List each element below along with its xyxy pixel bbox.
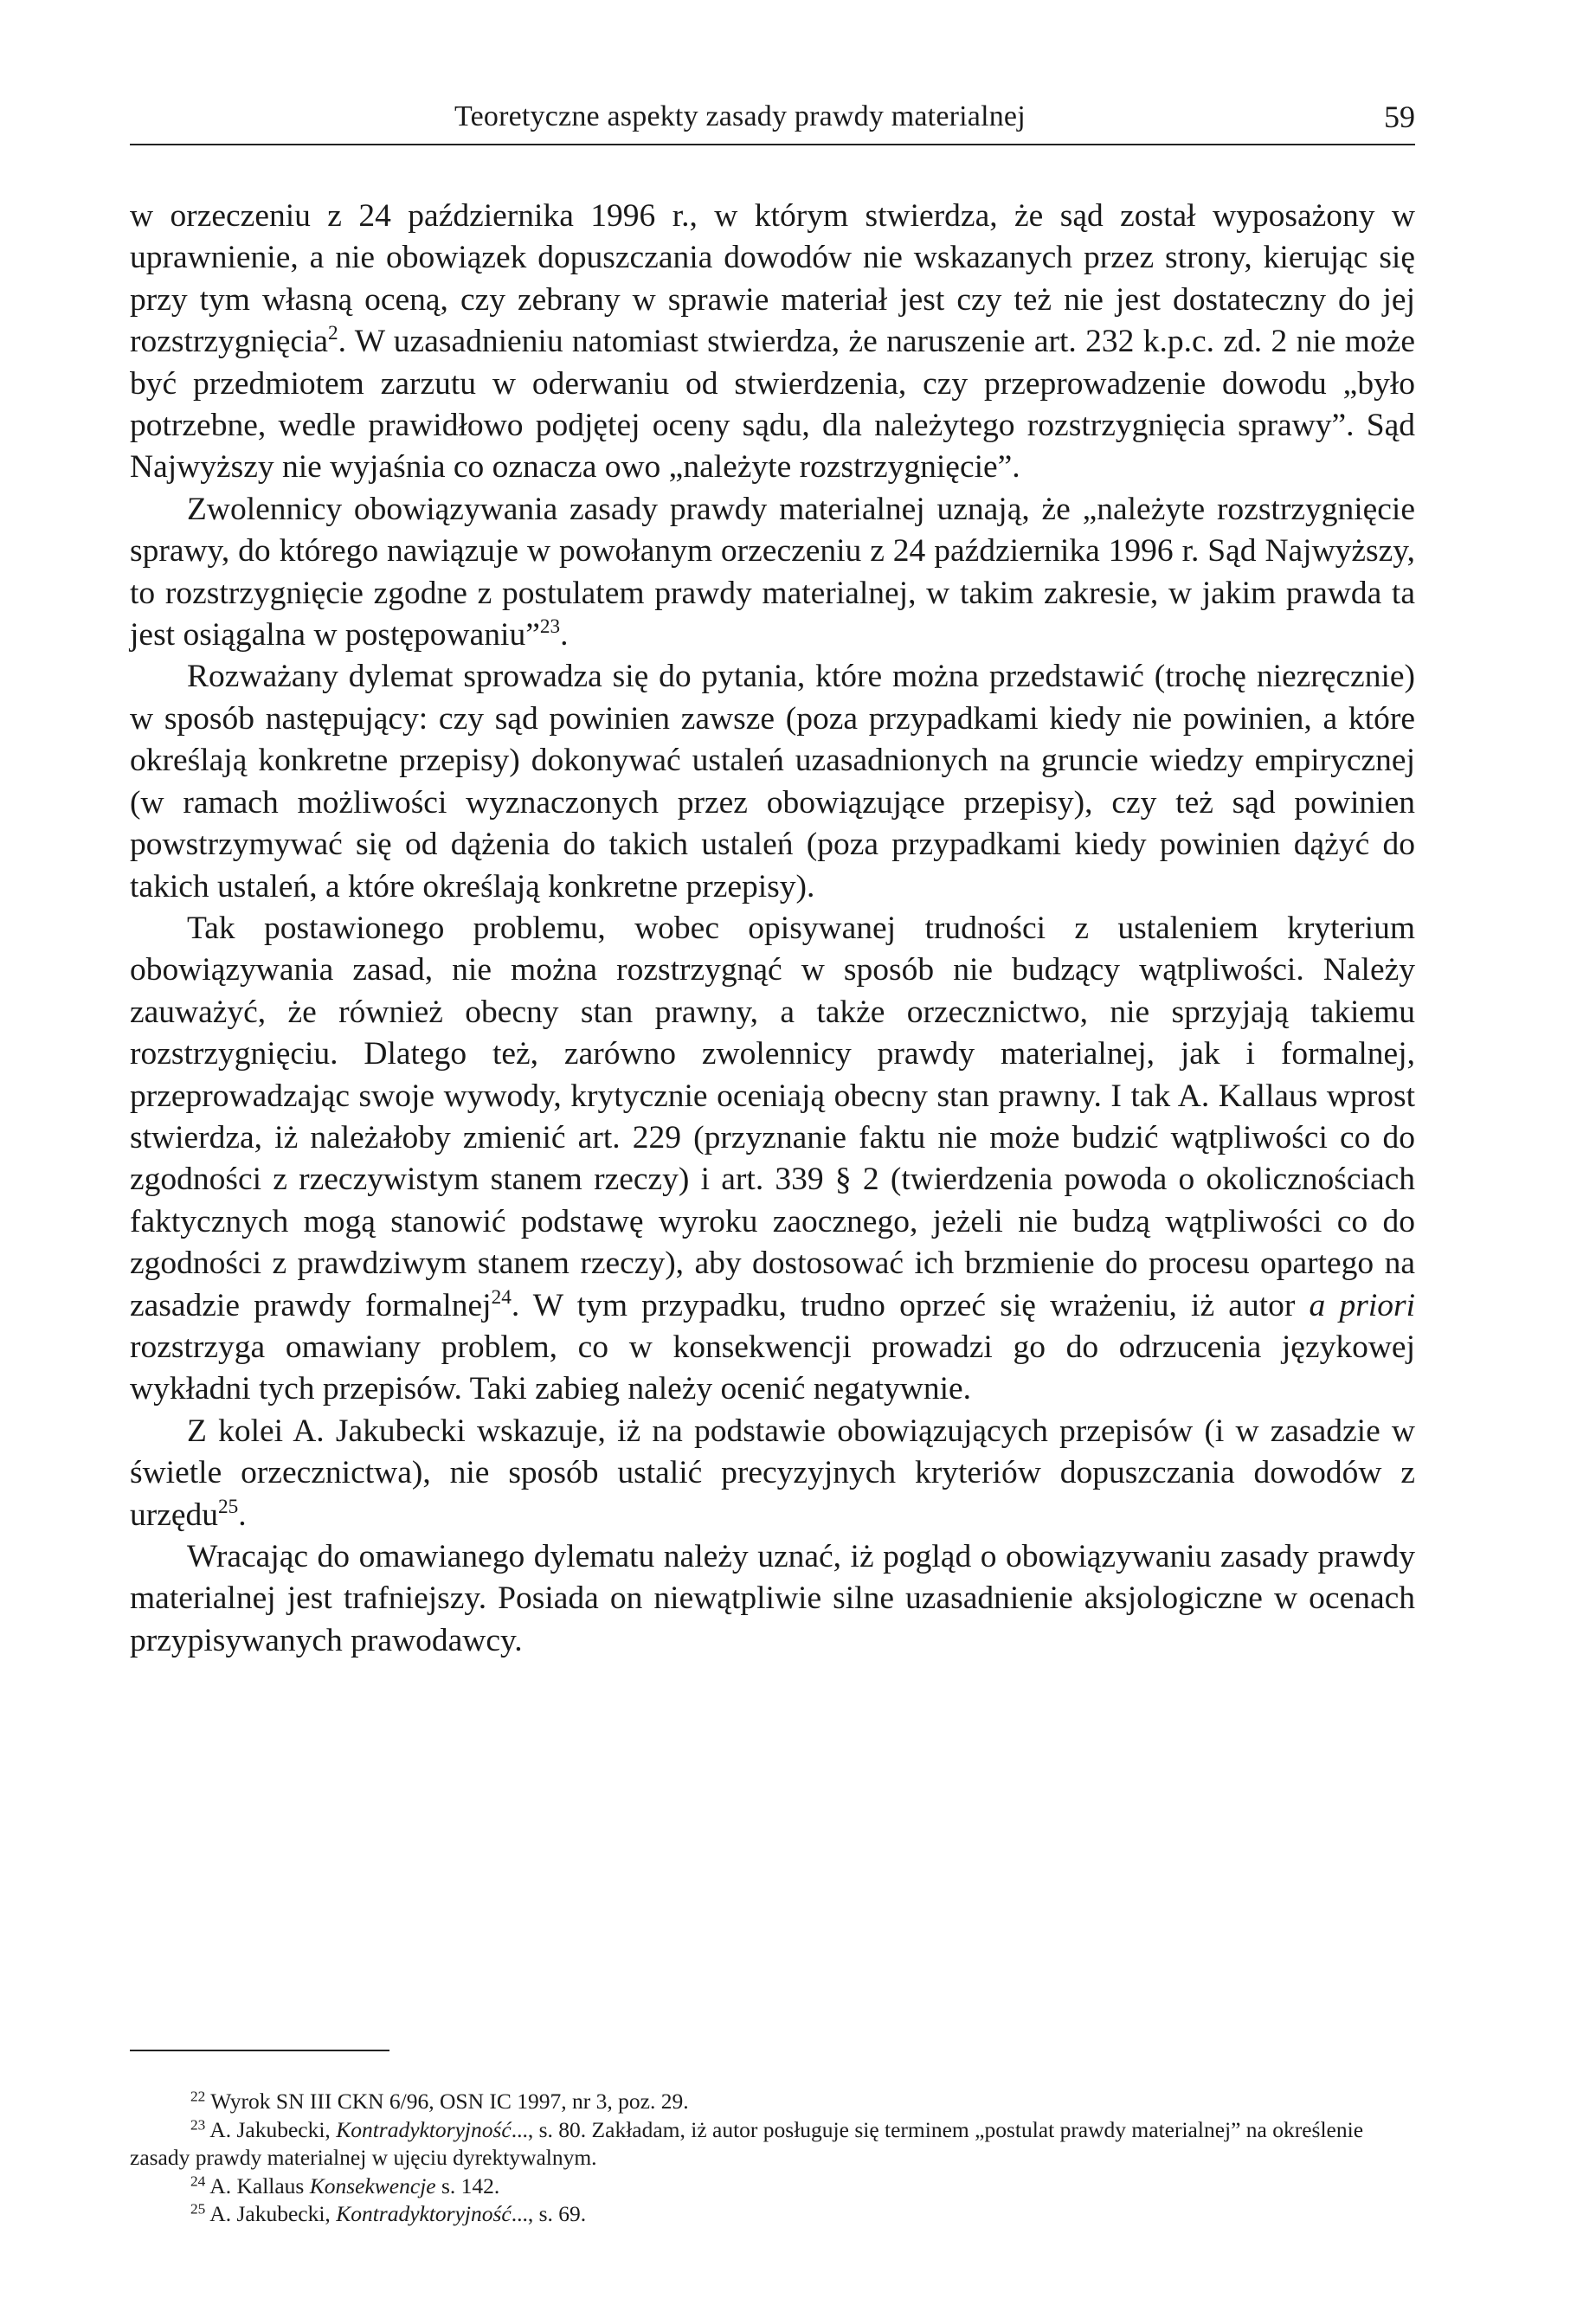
- footnote-italic: Kontradyktoryjność: [336, 2116, 512, 2142]
- footnote-24: [130, 2173, 1415, 2201]
- text-run: .: [560, 617, 569, 653]
- footnote-text: s. 142.: [435, 2173, 500, 2198]
- footnote-ref: 23: [539, 615, 561, 639]
- footnote-number: 25: [190, 2200, 206, 2218]
- footnote-text: A. Jakubecki,: [205, 2201, 337, 2227]
- text-run: w orzeczeniu z 24 października 1996 r., w którym stwierdza, że sąd został wyposażony w uprawnienie, a nie obowiązek dopuszczania dowodów nie wskazanych przez strony, kierując się przy tym własną oceną, czy zebrany w sprawie materiał jest czy też nie jest dostateczny do jej rozstrzygnięcia: [130, 198, 1415, 360]
- footnote-text: A. Kallaus: [205, 2173, 310, 2198]
- text-run: . W uzasadnieniu natomiast stwierdza, że naruszenie art. 232 k.p.c. zd. 2 nie może być przedmiotem zarzutu w oderwaniu od stwierdzenia, czy przeprowadzenie dowodu „było potrzebne, wedle prawidłowo podjętej oceny sądu, dla należytego rozstrzygnięcia sprawy”. Sąd Najwyższy nie wyjaśnia co oznacza owo „należyte rozstrzygnięcie”.: [130, 324, 1415, 486]
- text-run: . W tym przypadku, trudno oprzeć się wrażeniu, iż autor: [511, 1287, 1310, 1323]
- paragraph-1: [130, 196, 1415, 489]
- footnote-text: A. Jakubecki,: [205, 2116, 337, 2142]
- footnote-text: ..., s. 80. Zakładam, iż autor posługuje się terminem „postulat prawdy materialnej” na określenie zasady prawdy materialnej w ujęciu dyrektywalnym.: [130, 2116, 1364, 2171]
- running-title: Teoretyczne aspekty zasady prawdy materialnej: [454, 100, 1026, 132]
- footnote-25: [130, 2200, 1415, 2229]
- footnote-ref: 24: [491, 1285, 512, 1309]
- text-run: Zwolennicy obowiązywania zasady prawdy materialnej uznają, że „należyte rozstrzygnięcie sprawy, do którego nawiązuje w powołanym orzeczeniu z 24 października 1996 r. Sąd Najwyższy, to rozstrzygnięcie zgodne z postulatem prawdy materialnej, w takim zakresie, w jakim prawda ta jest osiągalna w postępowaniu”: [130, 491, 1415, 653]
- paragraph-3: Rozważany dylemat sprowadza się do pytania, które można przedstawić (trochę niezręcznie) w sposób następujący: czy sąd powinien zawsze (poza przypadkami kiedy nie powinien, a które określają konkretne przepisy) dokonywać ustaleń uzasadnionych na gruncie wiedzy empirycznej (w ramach możliwości wyznaczonych przez obowiązujące przepisy), czy też sąd powinien powstrzymywać się od dążenia do takich ustaleń (poza przypadkami kiedy powinien dążyć do takich ustaleń, a które określają konkretne przepisy).: [130, 659, 1415, 904]
- footnote-ref: 2: [328, 322, 338, 345]
- paragraph-5: [130, 1411, 1415, 1536]
- footnote-italic: Konsekwencje: [309, 2173, 436, 2198]
- footnote-number: 24: [190, 2173, 206, 2190]
- footnote-23: [130, 2116, 1415, 2173]
- footnote-text: Wyrok SN III CKN 6/96, OSN IC 1997, nr 3, poz. 29.: [205, 2089, 689, 2114]
- footnote-number: 23: [190, 2115, 206, 2133]
- footnote-text: ..., s. 69.: [511, 2201, 587, 2227]
- body-text: [130, 196, 1415, 1662]
- page-header: [130, 95, 1415, 145]
- paragraph-4: [130, 908, 1415, 1411]
- footnotes: [130, 2088, 1415, 2229]
- footnote-ref: 25: [218, 1495, 239, 1518]
- page-number: 59: [1384, 100, 1415, 134]
- text-run: Tak postawionego problemu, wobec opisywanej trudności z ustaleniem kryterium obowiązywania zasad, nie można rozstrzygnąć w sposób nie budzący wątpliwości. Należy zauważyć, że również obecny stan prawny, a także orzecznictwo, nie sprzyjają takiemu rozstrzygnięciu. Dlatego też, zarówno zwolennicy prawdy materialnej, jak i formalnej, przeprowadzając swoje wywody, krytycznie oceniają obecny stan prawny. I tak A. Kallaus wprost stwierdza, iż należałoby zmienić art. 229 (przyznanie faktu nie może budzić wątpliwości co do zgodności z rzeczywistym stanem rzeczy) i art. 339 § 2 (twierdzenia powoda o okolicznościach faktycznych mogą stanowić podstawę wyroku zaocznego, jeżeli nie budzą wątpliwości co do zgodności z prawdziwym stanem rzeczy), aby dostosować ich brzmienie do procesu opartego na zasadzie prawdy formalnej: [130, 910, 1415, 1323]
- paragraph-6: Wracając do omawianego dylematu należy uznać, iż pogląd o obowiązywaniu zasady prawdy materialnej jest trafniejszy. Posiada on niewątpliwie silne uzasadnienie aksjologiczne w ocenach przypisywanych prawodawcy.: [130, 1539, 1415, 1658]
- paragraph-2: [130, 489, 1415, 657]
- footnote-italic: Kontradyktoryjność: [336, 2201, 512, 2227]
- footnote-22: [130, 2088, 1415, 2116]
- italic-phrase: a priori: [1309, 1287, 1416, 1323]
- text-run: rozstrzyga omawiany problem, co w konsekwencji prowadzi go do odrzucenia językowej wykładni tych przepisów. Taki zabieg należy ocenić negatywnie.: [130, 1329, 1415, 1407]
- footnote-number: 22: [190, 2088, 206, 2105]
- footnote-divider: [130, 2050, 389, 2051]
- text-run: .: [238, 1497, 247, 1533]
- text-run: Z kolei A. Jakubecki wskazuje, iż na podstawie obowiązujących przepisów (i w zasadzie w świetle orzecznictwa), nie sposób ustalić precyzyjnych kryteriów dopuszczania dowodów z urzędu: [130, 1413, 1415, 1533]
